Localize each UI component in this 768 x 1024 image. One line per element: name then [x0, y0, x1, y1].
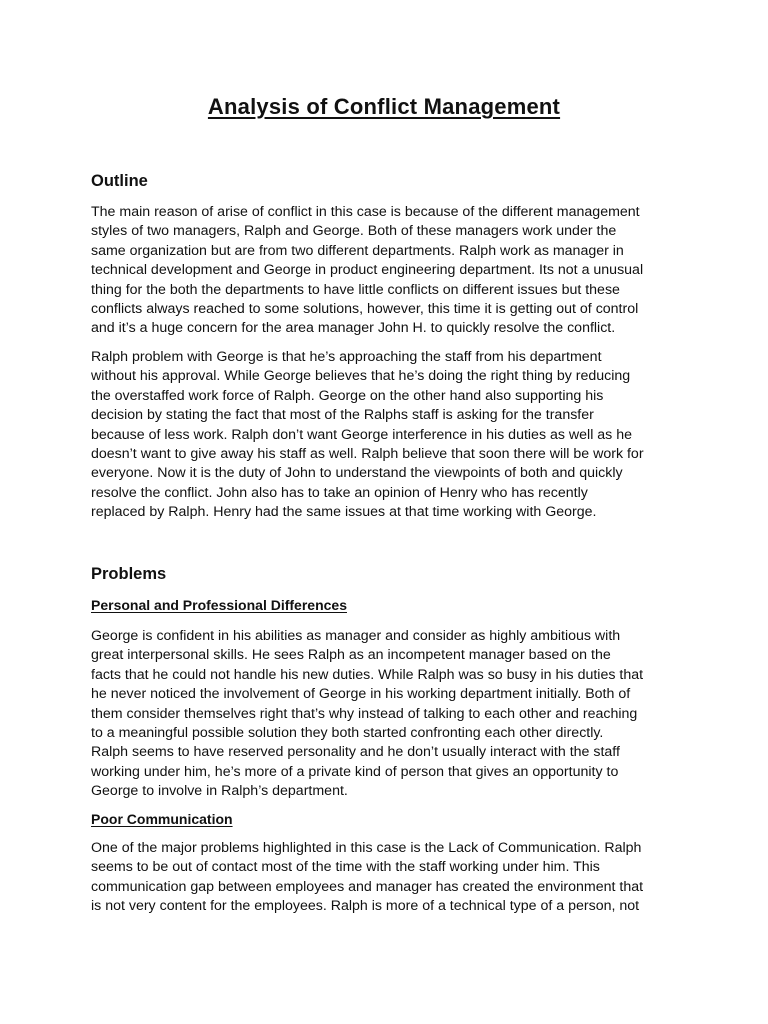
text-line: One of the major problems highlighted in this case is the Lack of Communication. Ralph	[91, 840, 642, 856]
text-line: seems to be out of contact most of the time with the staff working under him. This	[91, 859, 600, 876]
text-line: communication gap between employees and manager has created the environment that	[91, 878, 644, 895]
document-title: Analysis of Conflict Management	[207, 94, 561, 119]
text-line: to a meaningful possible solution they both started confronting each other directly.	[91, 725, 604, 742]
text-line: Ralph seems to have reserved personality and he don’t usually interact with the staff	[91, 744, 620, 761]
text-line: is not very content for the employees. Ralph is more of a technical type of a person, not	[91, 898, 640, 915]
text-line: decision by stating the fact that most of the Ralphs staff is asking for the transfer	[91, 407, 594, 424]
text-line: facts that he could not handle his new duties. While Ralph was so busy in his duties that	[91, 666, 644, 683]
poor-communication-heading: Poor Communication	[91, 811, 233, 827]
text-line: he never noticed the involvement of George in his working department initially. Both of	[91, 686, 631, 703]
text-line: same organization but are from two different departments. Ralph work as manager in	[91, 242, 624, 259]
outline-heading: Outline	[91, 172, 148, 190]
text-line: thing for the both the departments to have little conflicts on different issues but these	[91, 281, 620, 298]
personal-differences-heading: Personal and Professional Differences	[91, 597, 347, 613]
text-line: The main reason of arise of conflict in this case is because of the different management	[91, 204, 640, 220]
text-line: George is confident in his abilities as manager and consider as highly ambitious with	[91, 628, 621, 644]
text-line: working under him, he’s more of a private kind of person that gives an opportunity to	[91, 763, 619, 780]
text-line: George to involve in Ralph’s department.	[91, 783, 348, 800]
text-line: and it’s a huge concern for the area manager John H. to quickly resolve the conflict.	[91, 320, 616, 337]
outline-paragraph-1	[91, 203, 691, 339]
text-line: doesn’t want to give away his staff as well. Ralph believe that soon there will be work for	[91, 446, 644, 463]
text-line: conflicts always reached to some solutions, however, this time it is getting out of control	[91, 301, 639, 318]
text-line: resolve the conflict. John also has to take an opinion of Henry who has recently	[91, 484, 588, 501]
text-line: Ralph problem with George is that he’s approaching the staff from his department	[91, 349, 602, 365]
text-line: replaced by Ralph. Henry had the same issues at that time working with George.	[91, 504, 597, 521]
text-line: without his approval. While George believes that he’s doing the right thing by reducing	[91, 368, 631, 385]
text-line: because of less work. Ralph don’t want George interference in his duties as well as he	[91, 426, 632, 443]
problems-heading: Problems	[91, 565, 167, 583]
text-line: styles of two managers, Ralph and George. Both of these managers work under the	[91, 223, 617, 240]
personal-differences-paragraph	[91, 627, 691, 802]
text-line: great interpersonal skills. He sees Ralph as an incompetent manager based on the	[91, 647, 611, 664]
text-line: technical development and George in product engineering department. Its not a unusual	[91, 262, 644, 279]
text-line: the overstaffed work force of Ralph. George on the other hand also supporting his	[91, 387, 604, 404]
outline-paragraph-2	[91, 348, 691, 523]
poor-communication-paragraph	[91, 839, 691, 917]
text-line: them consider themselves right that’s why instead of talking to each other and reaching	[91, 705, 638, 722]
text-line: everyone. Now it is the duty of John to understand the viewpoints of both and quickly	[91, 465, 623, 482]
